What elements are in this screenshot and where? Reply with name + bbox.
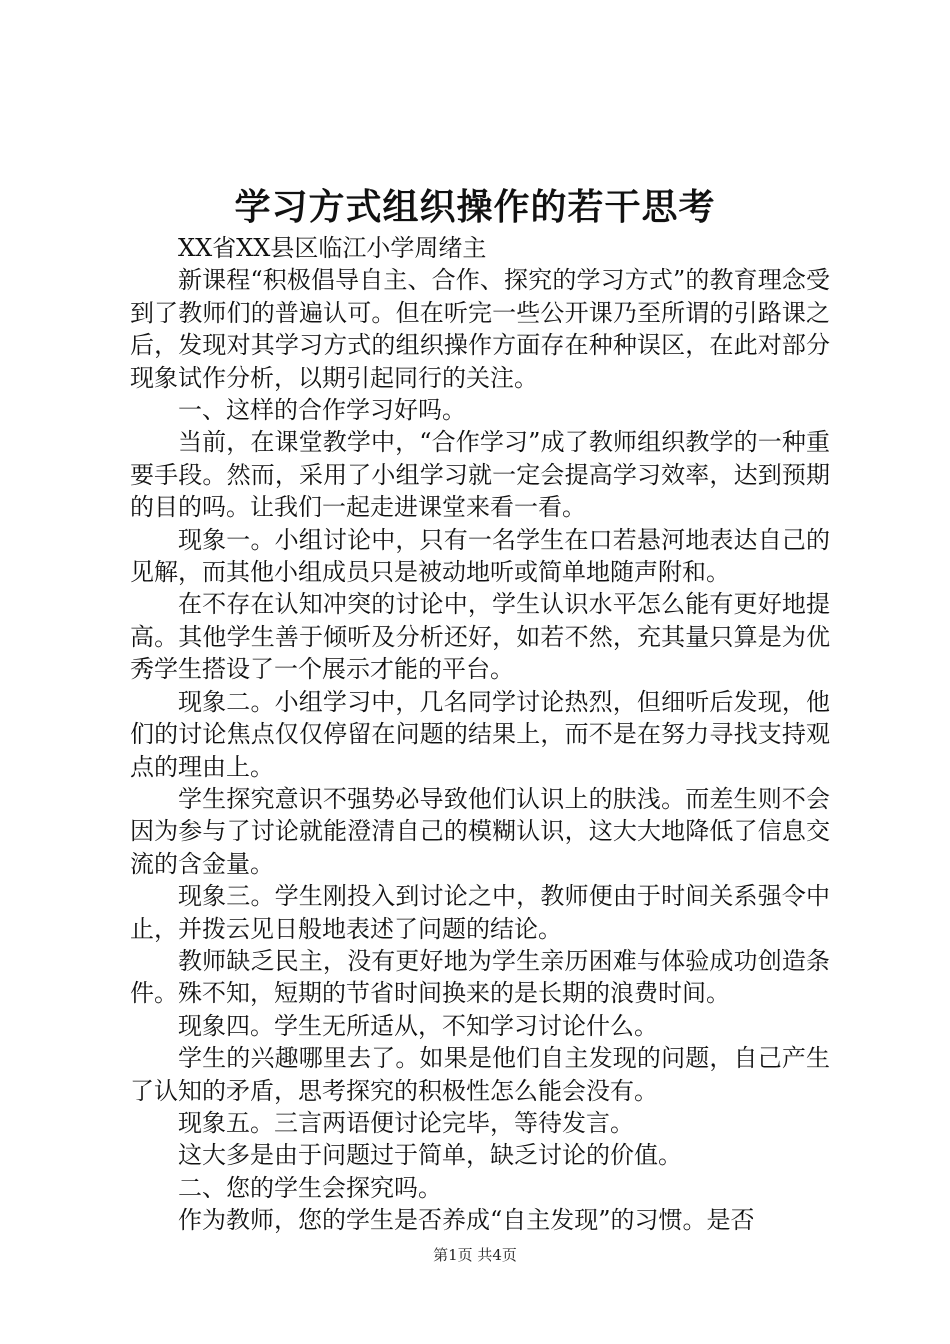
author-line: XX省XX县区临江小学周绪主 bbox=[178, 234, 487, 262]
page-footer: 第1页 共4页 bbox=[433, 1246, 517, 1264]
body-paragraph: 这大多是由于问题过于简单，缺乏讨论的价值。 bbox=[178, 1141, 682, 1170]
body-paragraph: 当前，在课堂教学中，“合作学习”成了教师组织教学的一种重要手段。然而，采用了小组学习就一定会提高学习效率，达到预期的目的吗。让我们一起走进课堂来看一看。 bbox=[130, 428, 830, 522]
body-paragraph: 新课程“积极倡导自主、合作、探究的学习方式”的教育理念受到了教师们的普遍认可。但在听完一些公开课乃至所谓的引路课之后，发现对其学习方式的组织操作方面存在种种误区，在此对部分现象试作分析，以期引起同行的关注。 bbox=[130, 266, 830, 392]
body-paragraph: 教师缺乏民主，没有更好地为学生亲历困难与体验成功创造条件。殊不知，短期的节省时间换来的是长期的浪费时间。 bbox=[130, 946, 830, 1008]
body-paragraph: 作为教师，您的学生是否养成“自主发现”的习惯。是否 bbox=[178, 1206, 755, 1235]
body-paragraph: 在不存在认知冲突的讨论中，学生认识水平怎么能有更好地提高。其他学生善于倾听及分析还好，如若不然，充其量只算是为优秀学生搭设了一个展示才能的平台。 bbox=[130, 590, 830, 684]
body-paragraph: 学生探究意识不强势必导致他们认识上的肤浅。而差生则不会因为参与了讨论就能澄清自己的模糊认识，这大大地降低了信息交流的含金量。 bbox=[130, 784, 830, 878]
section-heading: 二、您的学生会探究吗。 bbox=[178, 1173, 442, 1202]
body-paragraph: 现象二。小组学习中，几名同学讨论热烈，但细听后发现，他们的讨论焦点仅仅停留在问题的结果上，而不是在努力寻找支持观点的理由上。 bbox=[130, 687, 830, 781]
body-paragraph: 现象五。三言两语便讨论完毕，等待发言。 bbox=[178, 1108, 634, 1137]
body-paragraph: 现象一。小组讨论中，只有一名学生在口若悬河地表达自己的见解，而其他小组成员只是被动地听或简单地随声附和。 bbox=[130, 525, 830, 587]
body-paragraph: 现象三。学生刚投入到讨论之中，教师便由于时间关系强令中止，并拨云见日般地表述了问题的结论。 bbox=[130, 882, 830, 943]
document-title: 学习方式组织操作的若干思考 bbox=[234, 187, 716, 228]
body-paragraph: 学生的兴趣哪里去了。如果是他们自主发现的问题，自己产生了认知的矛盾，思考探究的积极性怎么能会没有。 bbox=[130, 1044, 830, 1105]
section-heading: 一、这样的合作学习好吗。 bbox=[178, 396, 466, 425]
body-paragraph: 现象四。学生无所适从，不知学习讨论什么。 bbox=[178, 1011, 658, 1040]
document-body bbox=[130, 232, 830, 1237]
